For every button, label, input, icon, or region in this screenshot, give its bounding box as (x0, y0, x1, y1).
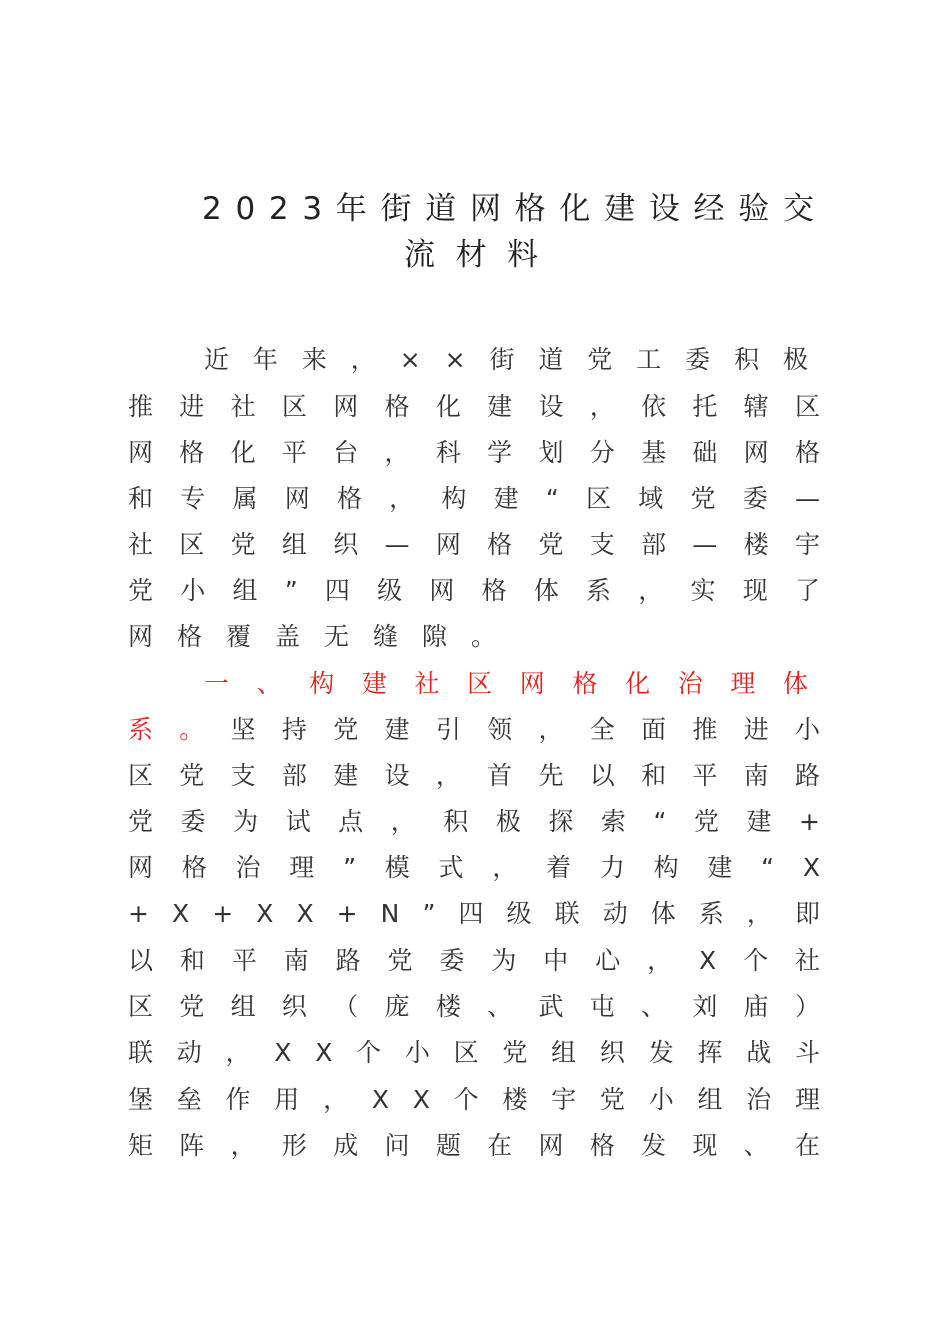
paragraph-line: 近年来，××街道党工委积极 (204, 345, 832, 374)
paragraph-line: 堡垒作用，XX个楼宇党小组治理 (128, 1085, 844, 1114)
paragraph-line: 推进社区网格化建设，依托辖区 (128, 392, 847, 421)
paragraph-line: +X+XX+N”四级联动体系，即 (128, 899, 844, 928)
paragraph-line: 网格覆盖无缝隙。 (128, 622, 521, 651)
document-title-line-1: 2023年街道网格化建设经验交 (202, 191, 828, 227)
paragraph-line: 联动，XX个小区党组织发挥战斗 (128, 1038, 844, 1067)
paragraph-line (128, 707, 847, 753)
section-heading: 一、构建社区网格化治理体 (204, 669, 836, 698)
paragraph-line: 党委为试点，积极探索“党建+ (128, 807, 848, 836)
paragraph-line: 以和平南路党委为中心，X个社 (128, 946, 847, 975)
document-title-line-2: 流材料 (404, 237, 559, 273)
paragraph-line: 区党组织（庞楼、武屯、刘庙） (128, 992, 847, 1021)
paragraph-text: 坚持党建引领，全面推进小 (230, 715, 847, 744)
paragraph-line: 和专属网格，构建“区域党委— (128, 484, 848, 513)
paragraph-line: 社区党组织—网格党支部—楼宇 (128, 530, 847, 559)
paragraph-line: 网格化平台，科学划分基础网格 (128, 438, 847, 467)
paragraph-line: 党小组”四级网格体系，实现了 (128, 576, 848, 605)
section-heading-tail: 系。 (128, 715, 231, 744)
paragraph-line: 区党支部建设，首先以和平南路 (128, 761, 847, 790)
paragraph-line: 矩阵，形成问题在网格发现、在 (128, 1131, 847, 1160)
paragraph-line: 网格治理”模式，着力构建“X (128, 853, 849, 882)
